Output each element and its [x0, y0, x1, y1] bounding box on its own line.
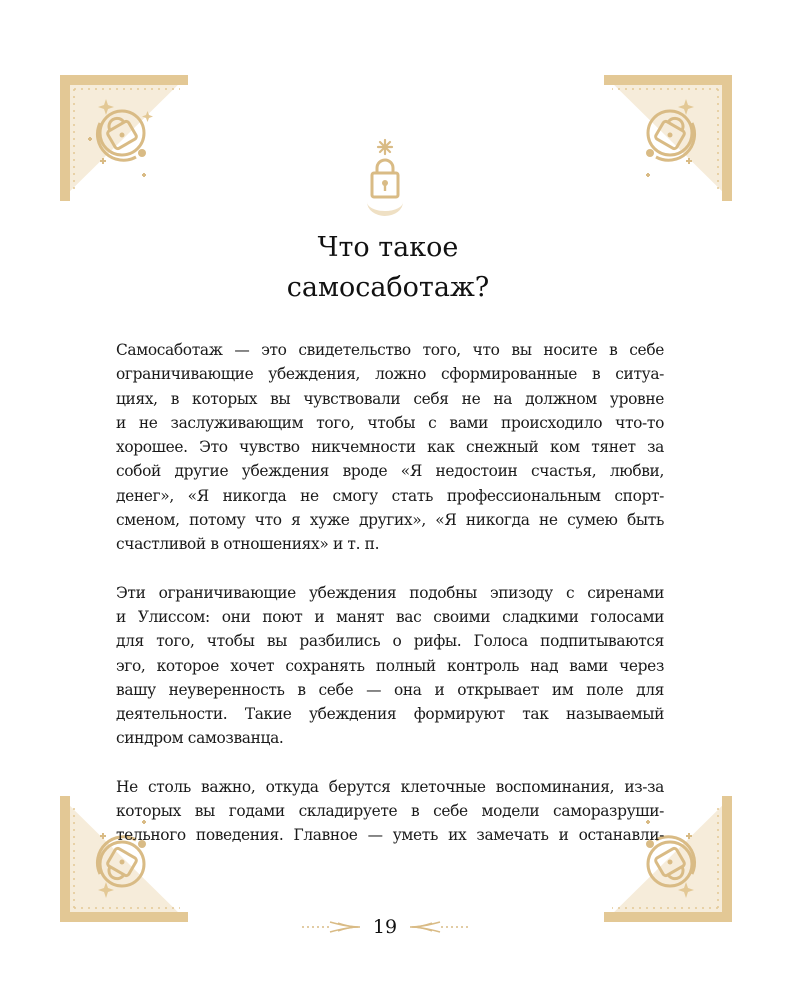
text-line: Эти ограничивающие убеждения подобны эпизоду с сиренами [116, 583, 664, 602]
text-line: Самосаботаж — это свидетельство того, что вы носите в себе [116, 341, 664, 359]
lock-crescent-emblem-icon [355, 138, 415, 228]
text-line: собой другие убеждения вроде «Я недостоин счастья, любви, [116, 462, 664, 481]
corner-ornament-top-left [60, 75, 190, 205]
text-line: которых вы годами складируете в себе модели саморазруши- [116, 802, 664, 821]
text-line: счастливой в отношениях» и т. п. [116, 535, 380, 554]
title-line-1: Что такое [317, 232, 459, 263]
paragraph-3 [116, 775, 664, 848]
text-line: денег», «Я никогда не смогу стать профессиональным спорт- [116, 486, 664, 505]
text-line: синдром самозванца. [116, 729, 284, 748]
text-line: хорошее. Это чувство никчемности как снежный ком тянет за [116, 438, 664, 457]
lock-corner-ornament-icon [602, 75, 732, 205]
text-line: эго, которое хочет сохранять полный контроль над вами через [116, 656, 664, 675]
text-line: для того, чтобы вы разбились о рифы. Голоса подпитываются [116, 632, 664, 651]
text-line: и Улиссом: они поют и манят вас своими сладкими голосами [116, 607, 664, 626]
lock-corner-ornament-icon [60, 75, 190, 205]
text-line: и не заслуживающим того, чтобы с вами происходило что-то [116, 413, 664, 432]
title-emblem [355, 138, 415, 228]
arrow-flourish-icon [408, 920, 470, 934]
text-line: ограничивающие убеждения, ложно сформированные в ситуа- [116, 365, 664, 384]
text-line: Не столь важно, откуда берутся клеточные воспоминания, из-за [116, 777, 664, 796]
page-number: 19 [372, 916, 398, 938]
paragraph-2 [116, 581, 664, 751]
text-line: деятельности. Такие убеждения формируют так называемый [116, 705, 664, 724]
text-line: сменом, потому что я хуже других», «Я никогда не сумею быть [116, 511, 664, 530]
page-title [150, 228, 626, 308]
text-line: тельного поведения. Главное — уметь их замечать и останавли- [116, 826, 664, 845]
text-line: вашу неуверенность в себе — она и открывает им поле для [116, 680, 664, 699]
corner-ornament-top-right [602, 75, 732, 205]
title-line-2: самосаботаж? [286, 272, 490, 303]
paragraph-1 [116, 338, 664, 557]
page-footer [300, 912, 470, 942]
body-text [116, 338, 664, 872]
text-line: циях, в которых вы чувствовали себя не на должном уровне [116, 389, 664, 408]
